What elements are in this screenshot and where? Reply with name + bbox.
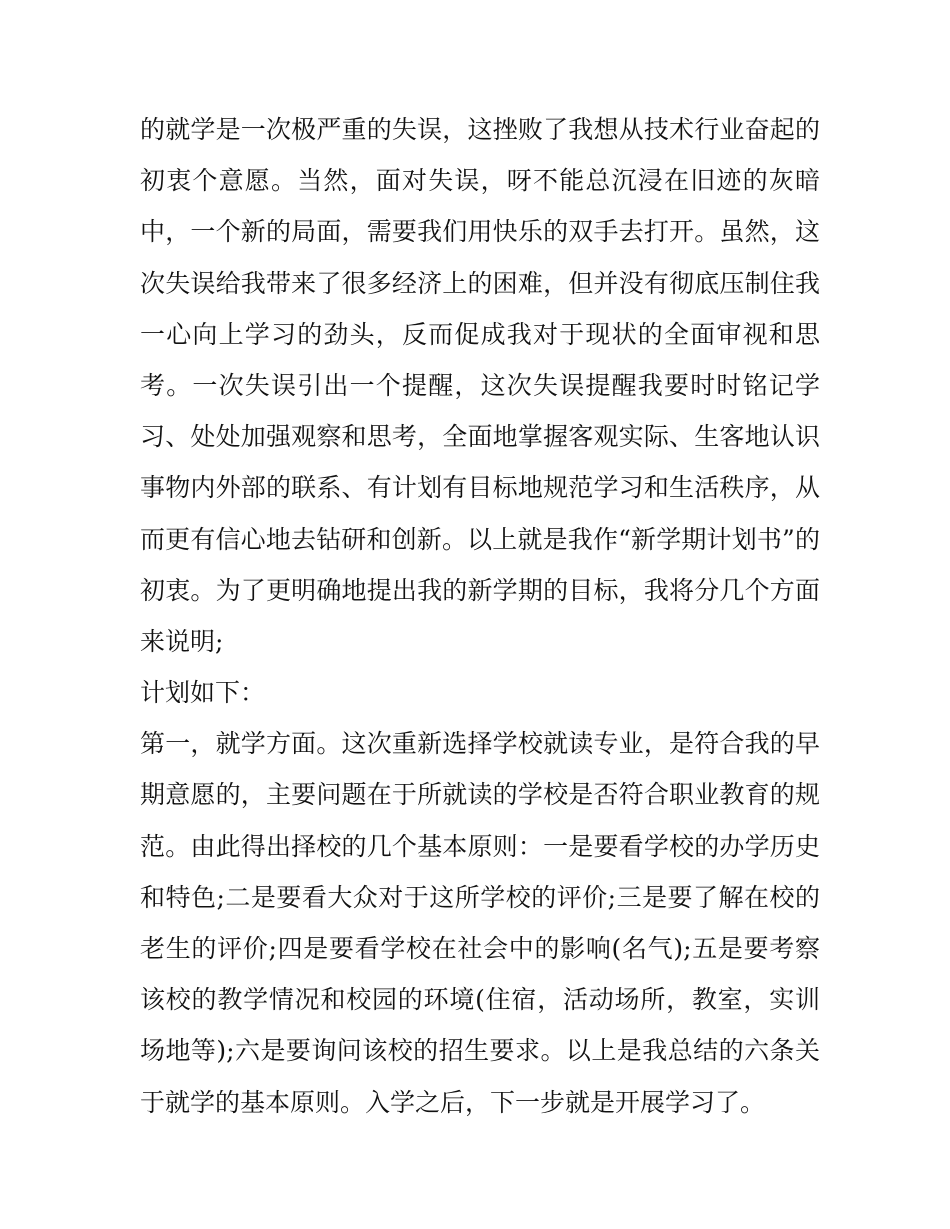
text-line: 第一，就学方面。这次重新选择学校就读专业，是符合我的早 [140,729,820,759]
text-line: 场地等);六是要询问该校的招生要求。以上是我总结的六条关 [140,1036,820,1066]
section-heading: 计划如下： [140,678,266,708]
text-line: 和特色;二是要看大众对于这所学校的评价;三是要了解在校的 [140,882,820,912]
text-line: 初衷个意愿。当然，面对失误，呀不能总沉浸在旧迹的灰暗 [140,166,820,196]
text-line: 来说明; [140,626,224,656]
body-text [140,104,820,1128]
text-line: 初衷。为了更明确地提出我的新学期的目标，我将分几个方面 [140,575,820,605]
text-line: 考。一次失误引出一个提醒，这次失误提醒我要时时铭记学 [140,370,820,400]
text-line: 老生的评价;四是要看学校在社会中的影响(名气);五是要考察 [140,934,820,963]
text-line: 的就学是一次极严重的失误，这挫败了我想从技术行业奋起的 [140,115,820,144]
text-line: 期意愿的，主要问题在于所就读的学校是否符合职业教育的规 [140,780,820,810]
text-line: 而更有信心地去钻研和创新。以上就是我作“新学期计划书”的 [140,524,820,554]
text-line: 一心向上学习的劲头，反而促成我对于现状的全面审视和思 [140,319,820,349]
text-line: 次失误给我带来了很多经济上的困难，但并没有彻底压制住我 [140,268,820,298]
text-line: 中，一个新的局面，需要我们用快乐的双手去打开。虽然，这 [140,217,820,247]
text-line: 范。由此得出择校的几个基本原则：一是要看学校的办学历史 [140,831,820,861]
text-line: 事物内外部的联系、有计划有目标地规范学习和生活秩序，从 [140,473,820,503]
text-line: 该校的教学情况和校园的环境(住宿，活动场所，教室，实训 [140,985,820,1015]
text-line: 于就学的基本原则。入学之后，下一步就是开展学习了。 [140,1087,766,1117]
text-line: 习、处处加强观察和思考，全面地掌握客观实际、生客地认识 [140,422,820,452]
